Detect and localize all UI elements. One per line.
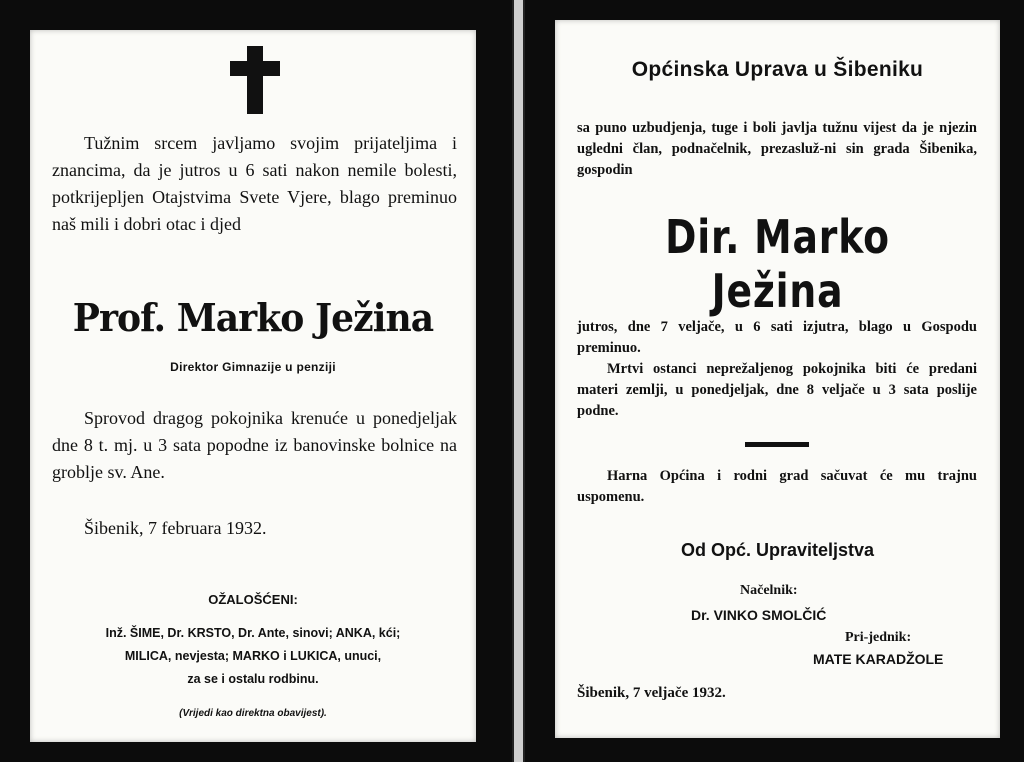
issuer-heading: Općinska Uprava u Šibeniku xyxy=(631,58,924,81)
announcement-paragraph: sa puno uzbudjenja, tuge i boli javlja tužnu vijest da je njezin ugledni član, podnačelnik, prezasluž-ni sin grada Šibenika, gospodin xyxy=(577,120,977,178)
deputy-role: Pri-jednik: xyxy=(845,630,912,645)
divider-rule xyxy=(745,442,809,447)
remembrance-paragraph: Harna Općina i rodni grad sačuvat će mu trajnu uspomenu. xyxy=(577,468,977,505)
deceased-title: Direktor Gimnazije u penziji xyxy=(170,360,336,374)
notice-note: (Vrijedi kao direktna obavijest). xyxy=(179,708,327,719)
mourners-line: za se i ostalu rodbinu. xyxy=(187,672,319,686)
death-paragraph: jutros, dne 7 veljače, u 6 sati izjutra, blago u Gospodu preminuo. xyxy=(577,319,977,356)
burial-paragraph: Mrtvi ostanci neprežaljenog pokojnika biti će predani materi zemlji, u ponedjeljak, dne 8 veljače u 3 sata poslije podne. xyxy=(577,361,977,419)
funeral-paragraph: Sprovod dragog pokojnika krenuće u ponedjeljak dne 8 t. mj. u 3 sata popodne iz banovinske bolnice na groblje sv. Ane. xyxy=(52,408,457,482)
mourners-heading: OŽALOŠĆENI: xyxy=(208,592,298,607)
notice-date: Šibenik, 7 februara 1932. xyxy=(84,518,267,538)
mourners-line: MILICA, nevjesta; MARKO i LUKICA, unuci, xyxy=(124,649,382,663)
family-obituary-notice xyxy=(30,30,476,742)
announcement-paragraph: Tužnim srcem javljamo svojim prijateljima i znancima, da je jutros u 6 sati nakon nemile bolesti, potkrijepljen Otajstvima Svete Vjere, blago preminuo naš mili i dobri otac i djed xyxy=(52,133,457,234)
municipal-obituary-notice xyxy=(555,20,1000,738)
notice-date: Šibenik, 7 veljače 1932. xyxy=(577,685,726,701)
deputy-name: MATE KARADŽOLE xyxy=(813,651,944,667)
deceased-name: Dir. Marko Ježina xyxy=(665,210,890,318)
signatory-heading: Od Opć. Upraviteljstva xyxy=(680,540,875,560)
cross-icon xyxy=(230,46,280,114)
mayor-role: Načelnik: xyxy=(740,583,798,598)
mourners-line: Inž. ŠIME, Dr. KRSTO, Dr. Ante, sinovi; ANKA, kći; xyxy=(105,626,401,640)
mourners-list xyxy=(50,622,456,691)
deceased-name: Prof. Marko Ježina xyxy=(72,295,434,340)
mayor-name: Dr. VINKO SMOLČIĆ xyxy=(691,607,827,623)
page-gutter xyxy=(512,0,525,762)
